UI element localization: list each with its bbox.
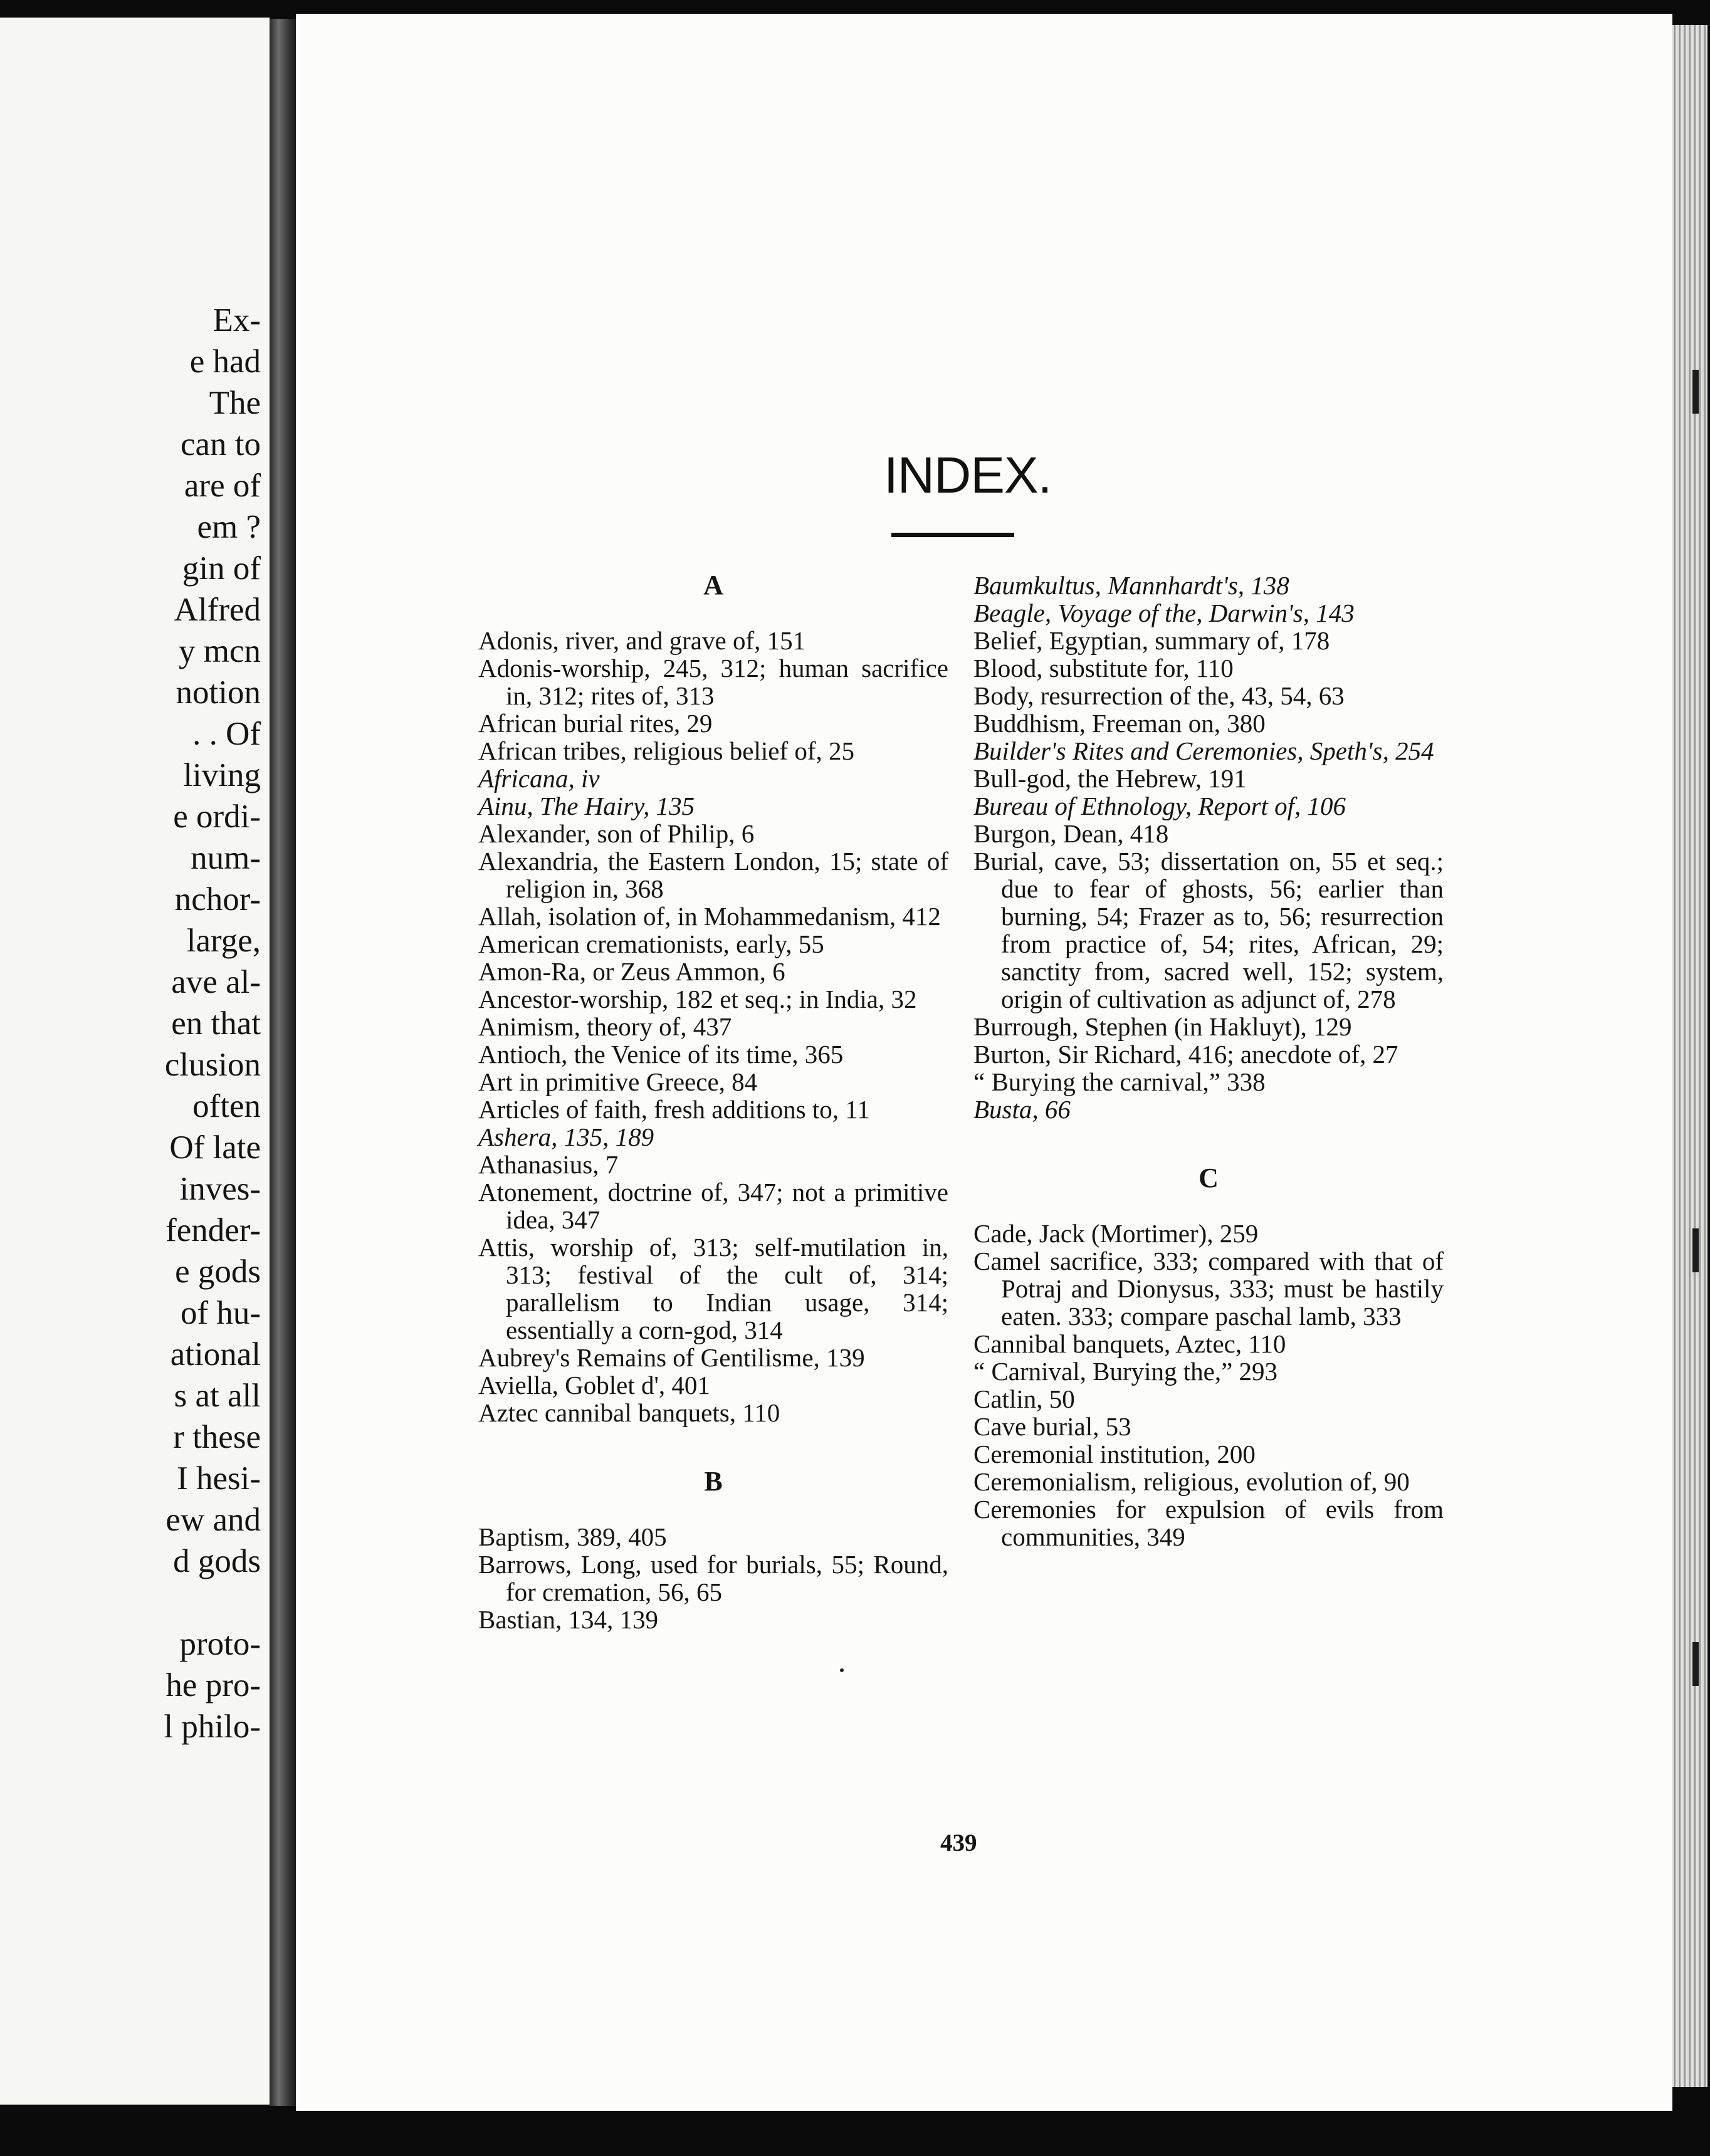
left-line: notion: [176, 674, 261, 711]
index-entry: Catlin, 50: [973, 1384, 1075, 1413]
left-line: s at all: [174, 1378, 261, 1414]
index-entry: Aviella, Goblet d', 401: [478, 1371, 710, 1400]
index-entry: Antioch, the Venice of its time, 365: [478, 1040, 844, 1069]
page-title: INDEX.: [884, 447, 1052, 504]
left-line: ew and: [165, 1502, 261, 1538]
index-entry: Atonement, doctrine of, 347; not a primitive idea, 347: [478, 1178, 948, 1234]
left-line: y mcn: [179, 633, 261, 669]
index-entry: “ Burying the carnival,” 338: [973, 1067, 1266, 1096]
index-entry: Busta, 66: [973, 1095, 1071, 1124]
index-entry: Bastian, 134, 139: [478, 1605, 658, 1634]
left-line: are of: [184, 468, 261, 504]
page-number: 439: [940, 1829, 977, 1856]
index-entry: Body, resurrection of the, 43, 54, 63: [973, 681, 1345, 710]
left-line: can to: [180, 426, 261, 463]
left-line: large,: [186, 923, 261, 959]
index-column-left: [478, 572, 948, 1633]
index-entry: Bull-god, the Hebrew, 191: [973, 764, 1247, 793]
left-line: en that: [171, 1005, 261, 1042]
left-line: ave al-: [171, 964, 261, 1000]
index-entry: “ Carnival, Burying the,” 293: [973, 1357, 1278, 1386]
section-heading-a: A: [703, 570, 723, 600]
index-entry: Burgon, Dean, 418: [973, 819, 1169, 848]
left-line: l philo-: [164, 1709, 261, 1745]
index-column-right: [973, 572, 1444, 1551]
index-entry: Builder's Rites and Ceremonies, Speth's, 254: [973, 736, 1434, 765]
index-entry: Baumkultus, Mannhardt's, 138: [973, 571, 1289, 600]
left-line: . . Of: [192, 716, 261, 752]
left-page-fragment: [0, 18, 270, 2105]
index-entry: Ceremonialism, religious, evolution of, 90: [973, 1467, 1410, 1496]
page-edges: [1672, 25, 1707, 2087]
index-entry: Ceremonial institution, 200: [973, 1440, 1256, 1468]
left-line: proto-: [179, 1626, 261, 1662]
left-line: nchor-: [174, 881, 261, 918]
index-entry: Cave burial, 53: [973, 1412, 1131, 1441]
index-entry: Cannibal banquets, Aztec, 110: [973, 1329, 1286, 1358]
title-rule: [891, 533, 1014, 537]
index-entry: Art in primitive Greece, 84: [478, 1067, 758, 1096]
index-entry: Articles of faith, fresh additions to, 11: [478, 1095, 870, 1124]
ink-speck: [840, 1668, 844, 1672]
index-entry: Camel sacrifice, 333; compared with that of Potraj and Dionysus, 333; must be hastily eaten. 333; compare paschal lamb, 333: [973, 1247, 1444, 1331]
index-entry: Ainu, The Hairy, 135: [478, 792, 695, 820]
edge-mark: [1692, 1228, 1699, 1272]
index-entry: African tribes, religious belief of, 25: [478, 736, 855, 765]
left-line: d gods: [173, 1543, 261, 1579]
left-line: Alfred: [174, 592, 261, 628]
left-line: em ?: [197, 509, 261, 545]
index-entry: American cremationists, early, 55: [478, 929, 824, 958]
index-entry: Beagle, Voyage of the, Darwin's, 143: [973, 599, 1355, 627]
index-entry: Animism, theory of, 437: [478, 1012, 732, 1041]
left-line: e gods: [175, 1253, 261, 1290]
index-entry: Buddhism, Freeman on, 380: [973, 709, 1266, 738]
edge-mark: [1692, 1642, 1699, 1686]
index-entry: Ashera, 135, 189: [478, 1122, 654, 1151]
left-line: clusion: [164, 1047, 261, 1083]
index-entry: Ceremonies for expulsion of evils from communities, 349: [973, 1495, 1444, 1551]
index-entry: Burton, Sir Richard, 416; anecdote of, 27: [973, 1040, 1398, 1069]
left-page-text: [0, 300, 270, 1747]
edge-mark: [1692, 370, 1699, 414]
index-entry: African burial rites, 29: [478, 709, 713, 738]
index-entry: Burial, cave, 53; dissertation on, 55 et seq.; due to fear of ghosts, 56; earlier than burning, 54; Frazer as to, 56; resurrection from practice of, 54; rites, African, 29; sanctity from, sacred well, 152; system, origin of cultivation as adjunct of, 278: [973, 847, 1444, 1013]
section-heading-c: C: [1199, 1163, 1219, 1193]
left-line: of hu-: [180, 1295, 261, 1331]
left-line: often: [192, 1088, 261, 1124]
index-entry: Amon-Ra, or Zeus Ammon, 6: [478, 957, 785, 986]
left-line: he pro-: [165, 1667, 261, 1703]
left-line: living: [183, 757, 261, 793]
index-entry: Allah, isolation of, in Mohammedanism, 412: [478, 902, 941, 931]
left-line: gin of: [182, 550, 261, 587]
index-entry: Attis, worship of, 313; self-mutilation in, 313; festival of the cult of, 314; parallelism to Indian usage, 314; essentially a corn-god, 314: [478, 1233, 948, 1344]
index-entry: Alexander, son of Philip, 6: [478, 819, 755, 848]
index-entry: Belief, Egyptian, summary of, 178: [973, 626, 1330, 655]
left-line: r these: [173, 1419, 261, 1455]
left-line: ational: [170, 1336, 261, 1373]
index-entry: Adonis-worship, 245, 312; human sacrifice in, 312; rites of, 313: [478, 654, 948, 710]
index-entry: Adonis, river, and grave of, 151: [478, 626, 806, 655]
index-entry: Barrows, Long, used for burials, 55; Round, for cremation, 56, 65: [478, 1550, 948, 1606]
index-entry: Africana, iv: [478, 764, 600, 793]
left-line: num-: [191, 840, 261, 876]
index-entry: Ancestor-worship, 182 et seq.; in India, 32: [478, 985, 917, 1013]
index-entry: Bureau of Ethnology, Report of, 106: [973, 792, 1346, 820]
left-line: The: [209, 385, 261, 421]
index-entry: Blood, substitute for, 110: [973, 654, 1234, 683]
index-entry: Aztec cannibal banquets, 110: [478, 1398, 780, 1427]
left-line: e had: [189, 343, 261, 380]
index-entry: Cade, Jack (Mortimer), 259: [973, 1219, 1259, 1248]
left-line: inves-: [179, 1171, 261, 1207]
book-gutter: [270, 19, 296, 2106]
left-line: Ex-: [212, 302, 261, 338]
index-entry: Baptism, 389, 405: [478, 1522, 667, 1551]
section-heading-b: B: [704, 1466, 723, 1497]
index-entry: Athanasius, 7: [478, 1150, 619, 1179]
index-entry: Aubrey's Remains of Gentilisme, 139: [478, 1343, 865, 1372]
left-line: Of late: [169, 1129, 261, 1166]
index-entry: Alexandria, the Eastern London, 15; state of religion in, 368: [478, 847, 948, 903]
index-entry: Burrough, Stephen (in Hakluyt), 129: [973, 1012, 1352, 1041]
left-line: fender-: [165, 1212, 261, 1248]
left-line: I hesi-: [177, 1460, 261, 1497]
left-line: e ordi-: [173, 798, 261, 835]
